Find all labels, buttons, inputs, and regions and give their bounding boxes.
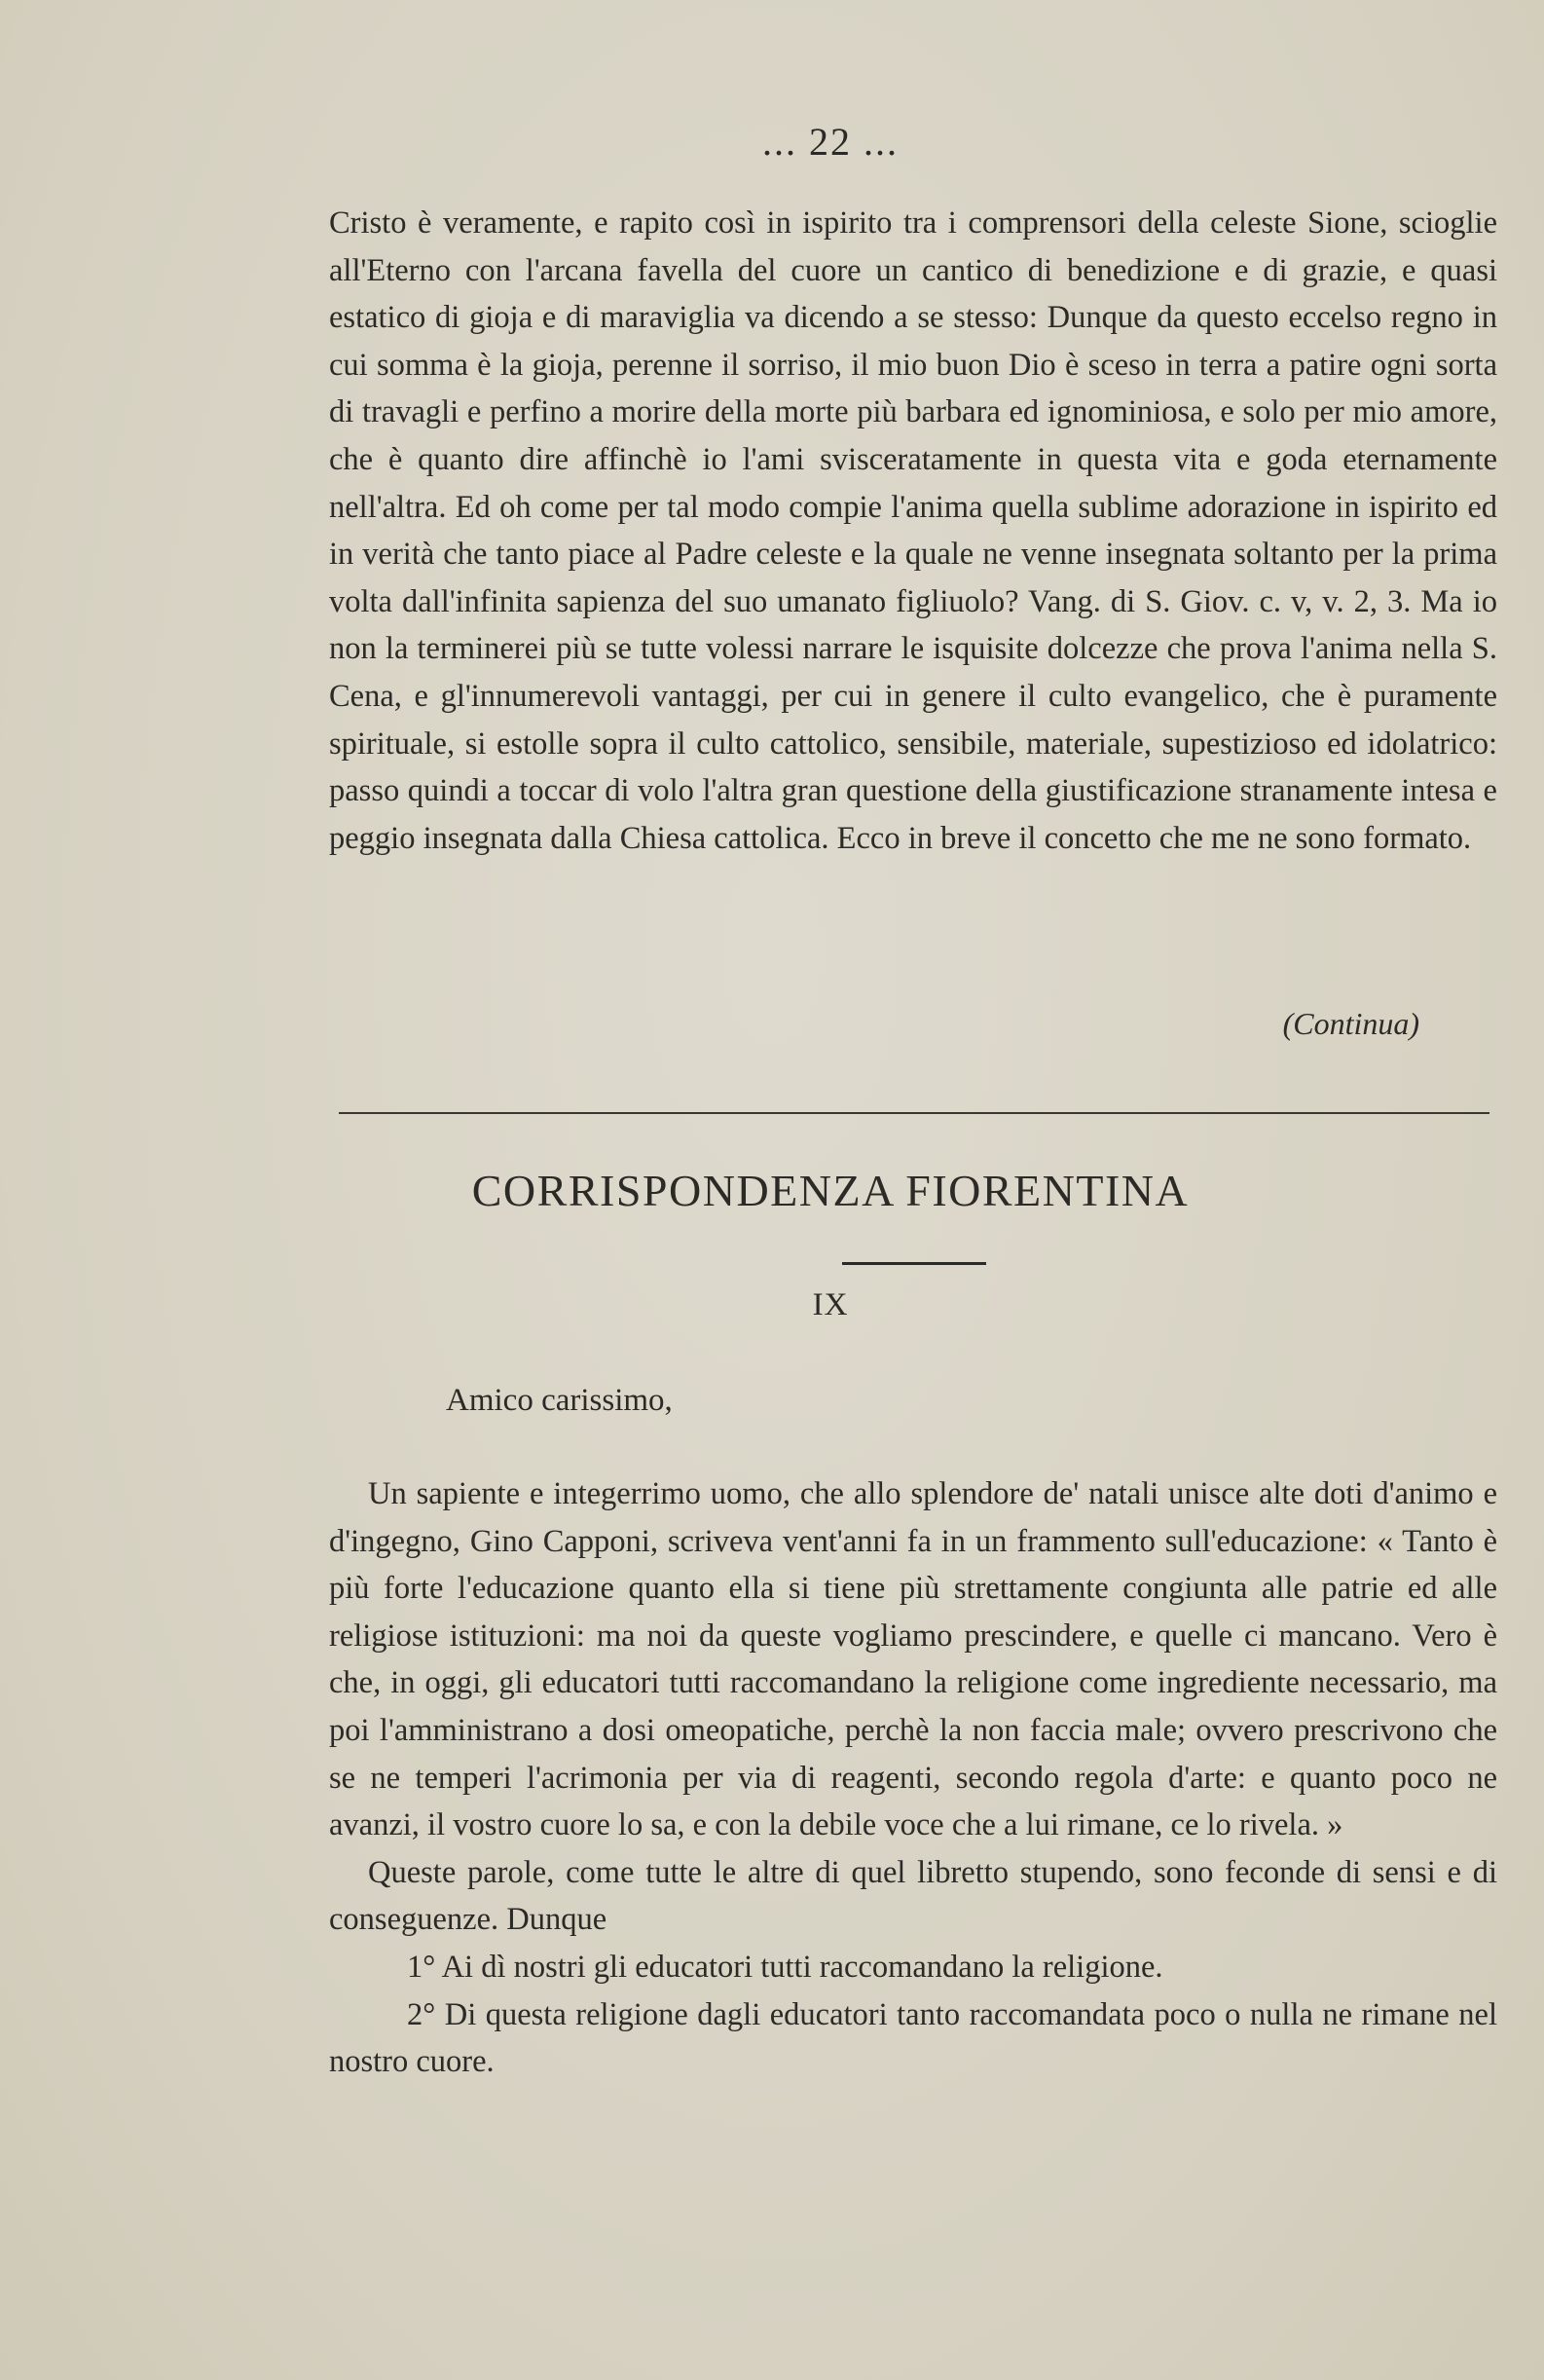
list-item-2: 2° Di questa religione dagli educatori tanto raccomandata poco o nulla ne rimane nel nostro cuore. [329, 1996, 1497, 2080]
list-item-1: 1° Ai dì nostri gli educatori tutti raccomandano la religione. [407, 1949, 1163, 1985]
section-title: CORRISPONDENZA FIORENTINA [471, 1166, 1190, 1215]
title-underline [842, 1262, 986, 1265]
letter-paragraph-1: Un sapiente e integerrimo uomo, che allo splendore de' natali unisce alte doti d'animo e d'ingegno, Gino Capponi, scriveva vent'anni fa in un frammento sull'educazione: « Tanto è più forte l'educazione quanto ella si tiene più strettamente congiunta alle patrie ed alle religiose istituzioni: ma noi da queste vogliamo prescindere, e quelle ci mancano. Vero è che, in oggi, gli educatori tutti raccomandano la religione come ingrediente necessario, ma poi l'amministrano a dosi omeopatiche, perchè la non faccia male; ovvero prescrivono che se ne temperi l'acrimonia per via di reagenti, secondo regola d'arte: e quanto poco ne avanzi, il vostro cuore lo sa, e con la debile voce che a lui rimane, ce lo rivela. » [329, 1476, 1497, 1843]
salutation: Amico carissimo, [446, 1383, 673, 1418]
intro-paragraph: Cristo è veramente, e rapito così in ispirito tra i comprensori della celeste Sione, scioglie all'Eterno con l'arcana favella del cuore un cantico di benedizione e di grazie, e quasi estatico di gioja e di maraviglia va dicendo a se stesso: Dunque da questo eccelso regno in cui somma è la gioja, perenne il sorriso, il mio buon Dio è sceso in terra a patire ogni sorta di travagli e perfino a morire della morte più barbara ed ignominiosa, e solo per mio amore, che è quanto dire affinchè io l'ami svisceratamente in questa vita e goda eternamente nell'altra. Ed oh come per tal modo compie l'anima quella sublime adorazione in ispirito ed in verità che tanto piace al Padre celeste e la quale ne venne insegnata soltanto per la prima volta dall'infinita sapienza del suo umanato figliuolo? Vang. di S. Giov. c. v, v. 2, 3. Ma io non la terminerei più se tutte volessi narrare le isquisite dolcezze che prova l'anima nella S. Cena, e gl'innumerevoli vantaggi, per cui in genere il culto evangelico, che è puramente spirituale, si estolle sopra il culto cattolico, sensibile, materiale, supestizioso ed idolatrico: passo quindi a toccar di volo l'altra gran questione della giustificazione stranamente intesa e peggio insegnata dalla Chiesa cattolica. Ecco in breve il concetto che me ne sono formato. [329, 205, 1497, 856]
section-numeral: IX [812, 1287, 849, 1322]
continua-note: (Continua) [1282, 1006, 1419, 1041]
letter-paragraph-2: Queste parole, come tutte le altre di quel libretto stupendo, sono feconde di sensi e di conseguenze. Dunque [329, 1854, 1497, 1938]
page-number: ... 22 ... [762, 120, 899, 164]
letter-body [329, 1470, 1497, 2086]
section-divider [339, 1112, 1489, 1114]
intro-text [329, 200, 1497, 862]
